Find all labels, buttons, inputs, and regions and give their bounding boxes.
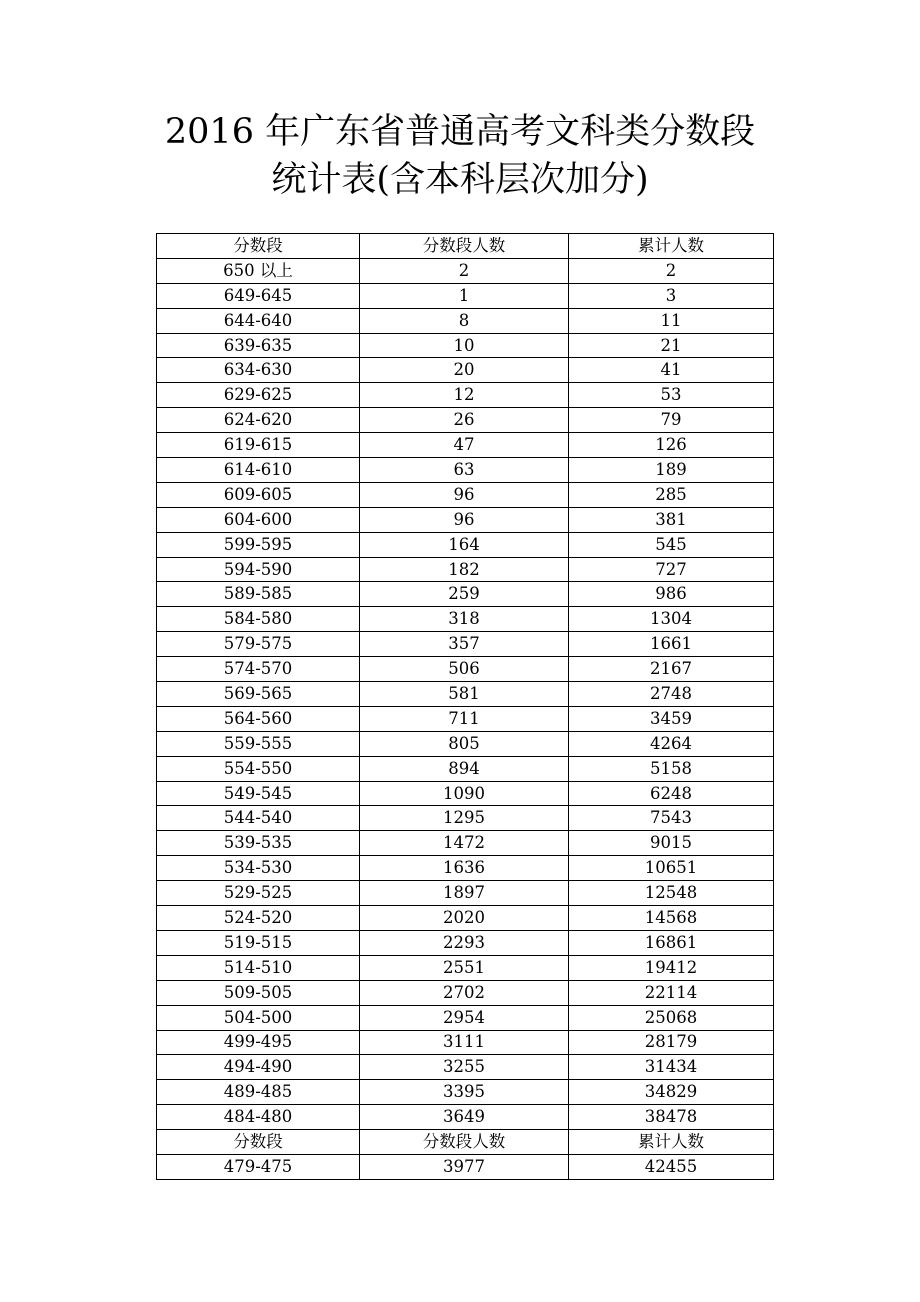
table-row [157, 731, 774, 756]
cell-segment-count: 2551 [360, 955, 569, 980]
cell-cumulative-count: 381 [569, 507, 774, 532]
cell-segment-count: 96 [360, 507, 569, 532]
cell-score-range: 644-640 [157, 308, 360, 333]
cell-segment-count: 2020 [360, 906, 569, 931]
table-row [157, 856, 774, 881]
cell-cumulative-count: 38478 [569, 1105, 774, 1130]
cell-score-range: 479-475 [157, 1154, 360, 1179]
table-row [157, 657, 774, 682]
cell-segment-count: 26 [360, 408, 569, 433]
cell-score-range: 650 以上 [157, 258, 360, 283]
cell-cumulative-count: 2167 [569, 657, 774, 682]
cell-score-range: 509-505 [157, 980, 360, 1005]
cell-segment-count: 182 [360, 557, 569, 582]
table-row [157, 258, 774, 283]
cell-cumulative-count: 53 [569, 383, 774, 408]
cell-segment-count: 805 [360, 731, 569, 756]
cell-cumulative-count: 2 [569, 258, 774, 283]
table-row [157, 632, 774, 657]
cell-cumulative-count: 3 [569, 283, 774, 308]
header-cell-cumulative-count: 累计人数 [569, 234, 774, 259]
score-distribution-table [156, 233, 774, 1180]
cell-cumulative-count: 21 [569, 333, 774, 358]
cell-score-range: 534-530 [157, 856, 360, 881]
table-row [157, 283, 774, 308]
cell-score-range: 574-570 [157, 657, 360, 682]
table-row [157, 358, 774, 383]
cell-segment-count: 47 [360, 433, 569, 458]
header-cell-segment-count: 分数段人数 [360, 1130, 569, 1155]
cell-score-range: 494-490 [157, 1055, 360, 1080]
cell-segment-count: 2702 [360, 980, 569, 1005]
cell-segment-count: 259 [360, 582, 569, 607]
header-cell-score-range: 分数段 [157, 1130, 360, 1155]
table-repeat-header-row [157, 1130, 774, 1155]
cell-cumulative-count: 14568 [569, 906, 774, 931]
table-row [157, 756, 774, 781]
cell-score-range: 514-510 [157, 955, 360, 980]
cell-segment-count: 1 [360, 283, 569, 308]
cell-cumulative-count: 1304 [569, 607, 774, 632]
table-row [157, 1005, 774, 1030]
cell-cumulative-count: 31434 [569, 1055, 774, 1080]
cell-score-range: 564-560 [157, 706, 360, 731]
header-cell-cumulative-count: 累计人数 [569, 1130, 774, 1155]
table-row [157, 831, 774, 856]
cell-score-range: 519-515 [157, 930, 360, 955]
table-row [157, 433, 774, 458]
cell-cumulative-count: 126 [569, 433, 774, 458]
cell-cumulative-count: 41 [569, 358, 774, 383]
cell-cumulative-count: 6248 [569, 781, 774, 806]
table-row [157, 607, 774, 632]
cell-score-range: 549-545 [157, 781, 360, 806]
cell-score-range: 639-635 [157, 333, 360, 358]
cell-cumulative-count: 5158 [569, 756, 774, 781]
cell-segment-count: 96 [360, 482, 569, 507]
cell-cumulative-count: 189 [569, 458, 774, 483]
cell-cumulative-count: 9015 [569, 831, 774, 856]
cell-segment-count: 357 [360, 632, 569, 657]
table-row [157, 930, 774, 955]
title-line-2: 统计表(含本科层次加分) [271, 160, 649, 200]
cell-segment-count: 318 [360, 607, 569, 632]
cell-score-range: 559-555 [157, 731, 360, 756]
cell-cumulative-count: 727 [569, 557, 774, 582]
cell-score-range: 569-565 [157, 682, 360, 707]
table-row [157, 333, 774, 358]
cell-cumulative-count: 3459 [569, 706, 774, 731]
cell-score-range: 594-590 [157, 557, 360, 582]
cell-cumulative-count: 986 [569, 582, 774, 607]
cell-segment-count: 20 [360, 358, 569, 383]
table-row [157, 881, 774, 906]
cell-segment-count: 3395 [360, 1080, 569, 1105]
cell-segment-count: 10 [360, 333, 569, 358]
cell-cumulative-count: 28179 [569, 1030, 774, 1055]
cell-score-range: 614-610 [157, 458, 360, 483]
table-row [157, 458, 774, 483]
header-cell-score-range: 分数段 [157, 234, 360, 259]
cell-segment-count: 164 [360, 532, 569, 557]
table-row [157, 955, 774, 980]
cell-score-range: 584-580 [157, 607, 360, 632]
cell-score-range: 504-500 [157, 1005, 360, 1030]
table-row [157, 532, 774, 557]
table-row [157, 308, 774, 333]
table-row [157, 507, 774, 532]
cell-score-range: 484-480 [157, 1105, 360, 1130]
cell-segment-count: 8 [360, 308, 569, 333]
cell-cumulative-count: 42455 [569, 1154, 774, 1179]
table-row [157, 682, 774, 707]
cell-cumulative-count: 34829 [569, 1080, 774, 1105]
title-line-1: 2016 年广东省普通高考文科类分数段 [164, 112, 756, 152]
header-cell-segment-count: 分数段人数 [360, 234, 569, 259]
cell-cumulative-count: 4264 [569, 731, 774, 756]
table-row [157, 557, 774, 582]
table-row [157, 906, 774, 931]
table-row [157, 1154, 774, 1179]
cell-cumulative-count: 7543 [569, 806, 774, 831]
cell-cumulative-count: 79 [569, 408, 774, 433]
cell-score-range: 599-595 [157, 532, 360, 557]
cell-segment-count: 2954 [360, 1005, 569, 1030]
table-row [157, 408, 774, 433]
cell-segment-count: 3111 [360, 1030, 569, 1055]
table-row [157, 1030, 774, 1055]
cell-score-range: 619-615 [157, 433, 360, 458]
cell-score-range: 609-605 [157, 482, 360, 507]
cell-segment-count: 581 [360, 682, 569, 707]
cell-segment-count: 1090 [360, 781, 569, 806]
cell-segment-count: 63 [360, 458, 569, 483]
cell-score-range: 529-525 [157, 881, 360, 906]
cell-cumulative-count: 2748 [569, 682, 774, 707]
cell-cumulative-count: 545 [569, 532, 774, 557]
cell-segment-count: 2 [360, 258, 569, 283]
table-header-row [157, 234, 774, 259]
cell-segment-count: 1636 [360, 856, 569, 881]
cell-score-range: 554-550 [157, 756, 360, 781]
cell-segment-count: 2293 [360, 930, 569, 955]
table-row [157, 383, 774, 408]
cell-segment-count: 894 [360, 756, 569, 781]
cell-cumulative-count: 1661 [569, 632, 774, 657]
cell-segment-count: 711 [360, 706, 569, 731]
cell-cumulative-count: 16861 [569, 930, 774, 955]
page-title [0, 108, 920, 204]
cell-segment-count: 3255 [360, 1055, 569, 1080]
cell-segment-count: 12 [360, 383, 569, 408]
table-row [157, 482, 774, 507]
cell-score-range: 524-520 [157, 906, 360, 931]
table-row [157, 582, 774, 607]
cell-cumulative-count: 10651 [569, 856, 774, 881]
table-row [157, 1105, 774, 1130]
cell-score-range: 604-600 [157, 507, 360, 532]
cell-score-range: 634-630 [157, 358, 360, 383]
table-row [157, 706, 774, 731]
cell-score-range: 589-585 [157, 582, 360, 607]
table-row [157, 1055, 774, 1080]
cell-score-range: 544-540 [157, 806, 360, 831]
cell-score-range: 489-485 [157, 1080, 360, 1105]
cell-cumulative-count: 11 [569, 308, 774, 333]
cell-score-range: 649-645 [157, 283, 360, 308]
cell-segment-count: 1897 [360, 881, 569, 906]
table-row [157, 781, 774, 806]
cell-score-range: 499-495 [157, 1030, 360, 1055]
table-row [157, 1080, 774, 1105]
cell-score-range: 629-625 [157, 383, 360, 408]
cell-cumulative-count: 22114 [569, 980, 774, 1005]
cell-score-range: 539-535 [157, 831, 360, 856]
cell-cumulative-count: 285 [569, 482, 774, 507]
cell-segment-count: 1295 [360, 806, 569, 831]
cell-score-range: 624-620 [157, 408, 360, 433]
cell-cumulative-count: 19412 [569, 955, 774, 980]
cell-score-range: 579-575 [157, 632, 360, 657]
table-row [157, 980, 774, 1005]
table-row [157, 806, 774, 831]
cell-cumulative-count: 12548 [569, 881, 774, 906]
cell-segment-count: 506 [360, 657, 569, 682]
cell-segment-count: 3977 [360, 1154, 569, 1179]
cell-segment-count: 1472 [360, 831, 569, 856]
cell-cumulative-count: 25068 [569, 1005, 774, 1030]
cell-segment-count: 3649 [360, 1105, 569, 1130]
